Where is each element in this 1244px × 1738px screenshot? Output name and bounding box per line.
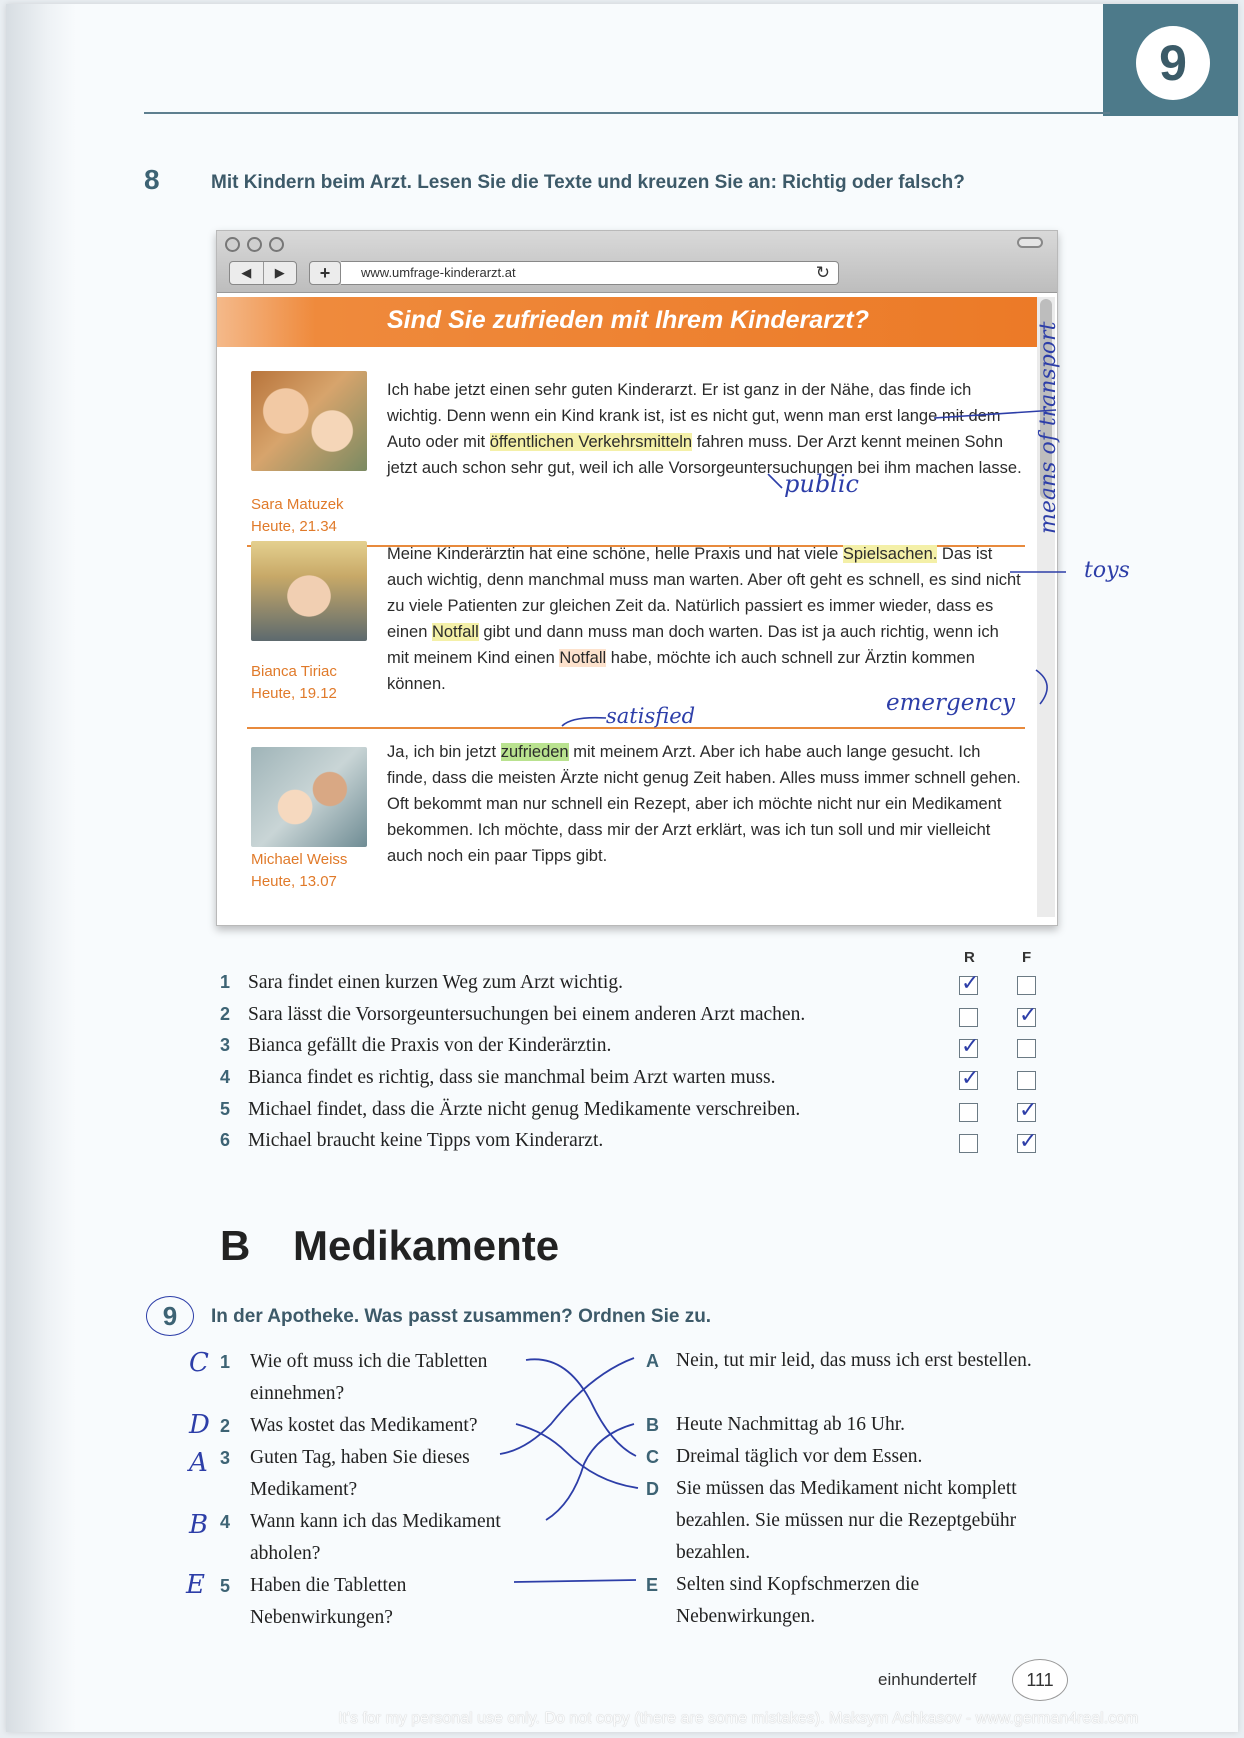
answer-letter: E — [646, 1575, 659, 1595]
question-number: 3 — [220, 1448, 231, 1468]
statement-text: Michael braucht keine Tipps vom Kinderarzt. — [248, 1130, 604, 1151]
column-header-richtig: R — [964, 949, 975, 966]
check-mark-icon: ✓ — [961, 1034, 980, 1059]
handwritten-satisfied: satisfied — [606, 704, 696, 728]
question-text: Guten Tag, haben Sie dieses Medikament? — [250, 1447, 470, 1500]
chapter-number: 9 — [1136, 26, 1210, 100]
answer-letter: C — [646, 1447, 659, 1467]
post-text-part: mit meinem Arzt. Aber ich habe auch lange gesucht. Ich finde, dass die meisten Ärzte nicht genug Zeit haben. Alles muss immer schnell gehen. Oft bekommt man nur schnell ein Rezept, aber ich möchte nicht nur ein Medikament bekommen. Ich möchte, dass mir der Arzt erklärt, was ich tun soll und mir vielleicht auch noch ein paar Tipps gibt. — [387, 743, 1021, 865]
section-title: Medikamente — [293, 1222, 560, 1269]
post-text-part: Meine Kinderärztin hat eine schöne, helle Praxis und hat viele — [387, 545, 843, 563]
statement-number: 2 — [220, 1004, 231, 1024]
new-tab-button[interactable]: + — [309, 261, 341, 285]
highlight-notfall-2: Notfall — [559, 649, 607, 667]
statement-text: Sara lässt die Vorsorgeuntersuchungen bei einem anderen Arzt machen. — [248, 1004, 806, 1025]
statement-text: Michael findet, dass die Ärzte nicht genug Medikamente verschreiben. — [248, 1099, 801, 1120]
post-date: Heute, 13.07 — [251, 873, 337, 890]
address-bar-url: www.umfrage-kinderarzt.at — [361, 265, 516, 280]
check-mark-icon: ✓ — [1019, 1003, 1038, 1028]
question-number: 1 — [220, 1352, 231, 1372]
post-text-part: Das ist auch wichtig, denn manchmal muss man warten. Aber oft geht es schnell, es sind nicht zu viele Patienten zur gleichen Zeit da. Natürlich passiert es immer wieder, dass es einen — [387, 545, 1021, 641]
handwritten-answer-3: A — [189, 1448, 208, 1478]
question-number: 2 — [220, 1416, 231, 1436]
question-number: 5 — [220, 1576, 231, 1596]
answer-text: Sie müssen das Medikament nicht komplett bezahlen. Sie müssen nur die Rezeptgebühr bezahlen. — [676, 1478, 1017, 1563]
statement-text: Bianca findet es richtig, dass sie manchmal beim Arzt warten muss. — [248, 1067, 776, 1088]
watermark: It's for my personal use only. Do not copy (there are some mistakes). Maksym Achkasov - www.german4real.com — [338, 1710, 1139, 1727]
handwritten-answer-5: E — [186, 1570, 205, 1600]
post-date: Heute, 19.12 — [251, 685, 337, 702]
post-author-name: Bianca Tiriac — [251, 663, 337, 680]
post-text-part: Ich habe jetzt einen sehr guten Kinderarzt. Er ist ganz in der Nähe, das finde ich wichtig. Denn wenn ein Kind krank ist, ist es nicht gut, wenn man erst lange mit dem Auto oder mit — [387, 381, 1001, 451]
back-arrow-icon[interactable]: ◀ — [241, 265, 252, 280]
highlight-notfall: Notfall — [431, 623, 479, 641]
reload-icon[interactable]: ↻ — [815, 263, 830, 282]
answer-text: Selten sind Kopfschmerzen die Nebenwirkungen. — [676, 1574, 920, 1627]
column-header-falsch: F — [1022, 949, 1032, 966]
page-number-word: einhundertelf — [878, 1670, 977, 1689]
handwritten-public: public — [784, 470, 859, 498]
survey-title: Sind Sie zufrieden mit Ihrem Kinderarzt? — [387, 306, 870, 334]
exercise-8-number: 8 — [144, 164, 160, 195]
question-text: Was kostet das Medikament? — [250, 1415, 478, 1436]
handwritten-emergency: emergency — [886, 690, 1016, 716]
post-text-part: fahren muss. Der Arzt kennt meinen Sohn jetzt auch schon sehr gut, weil ich alle Vorsorgeuntersuchungen bei ihm machen lasse. — [387, 433, 1022, 477]
statement-text: Bianca gefällt die Praxis von der Kinderärztin. — [248, 1035, 612, 1056]
handwritten-answer-1: C — [189, 1348, 209, 1378]
statement-number: 5 — [220, 1099, 231, 1119]
statement-text: Sara findet einen kurzen Weg zum Arzt wichtig. — [248, 972, 623, 993]
post-date: Heute, 21.34 — [251, 518, 337, 535]
question-text: Haben die Tabletten Nebenwirkungen? — [250, 1575, 407, 1628]
check-mark-icon: ✓ — [1019, 1098, 1038, 1123]
answer-letter: A — [646, 1351, 659, 1371]
statement-number: 1 — [220, 972, 231, 992]
post-author-name: Sara Matuzek — [251, 496, 344, 513]
highlight-spielsachen: Spielsachen. — [842, 545, 938, 563]
handwritten-answer-2: D — [189, 1410, 210, 1440]
post-text-part: gibt und dann muss man doch warten. Das ist ja auch richtig, wenn ich mit meinem Kind einen — [387, 623, 999, 667]
check-mark-icon: ✓ — [1019, 1129, 1038, 1154]
handwritten-toys: toys — [1084, 558, 1130, 583]
exercise-9-instruction: In der Apotheke. Was passt zusammen? Ordnen Sie zu. — [211, 1306, 712, 1327]
post-text-part: Ja, ich bin jetzt — [387, 743, 501, 761]
exercise-9-number: 9 — [146, 1296, 194, 1336]
question-text: Wann kann ich das Medikament abholen? — [250, 1511, 501, 1564]
textbook-page — [6, 4, 1238, 1732]
statement-number: 4 — [220, 1067, 231, 1087]
post-author-name: Michael Weiss — [251, 851, 348, 868]
answer-letter: B — [646, 1415, 659, 1435]
check-mark-icon: ✓ — [961, 971, 980, 996]
answer-text: Dreimal täglich vor dem Essen. — [676, 1446, 923, 1467]
exercise-8-instruction: Mit Kindern beim Arzt. Lesen Sie die Texte und kreuzen Sie an: Richtig oder falsch? — [211, 172, 965, 193]
highlight-verkehrsmitteln: öffentlichen Verkehrsmitteln — [489, 433, 693, 451]
statement-number: 3 — [220, 1035, 231, 1055]
highlight-zufrieden: zufrieden — [500, 743, 569, 761]
handwritten-answer-4: B — [189, 1510, 209, 1540]
answer-letter: D — [646, 1479, 659, 1499]
handwritten-means-of-transport: means of transport — [1036, 321, 1061, 534]
answer-text: Heute Nachmittag ab 16 Uhr. — [676, 1414, 906, 1435]
check-mark-icon: ✓ — [961, 1066, 980, 1091]
statement-number: 6 — [220, 1130, 231, 1150]
matching-lines — [6, 4, 1238, 1732]
question-text: Wie oft muss ich die Tabletten einnehmen? — [250, 1351, 488, 1404]
answer-text: Nein, tut mir leid, das muss ich erst bestellen. — [676, 1350, 1032, 1371]
post-text-part: habe, möchte ich auch schnell zur Ärztin kommen können. — [387, 649, 975, 693]
section-letter: B — [220, 1222, 251, 1269]
page-number: 111 — [1012, 1659, 1068, 1701]
question-number: 4 — [220, 1512, 231, 1532]
forward-arrow-icon[interactable]: ▶ — [263, 262, 297, 284]
